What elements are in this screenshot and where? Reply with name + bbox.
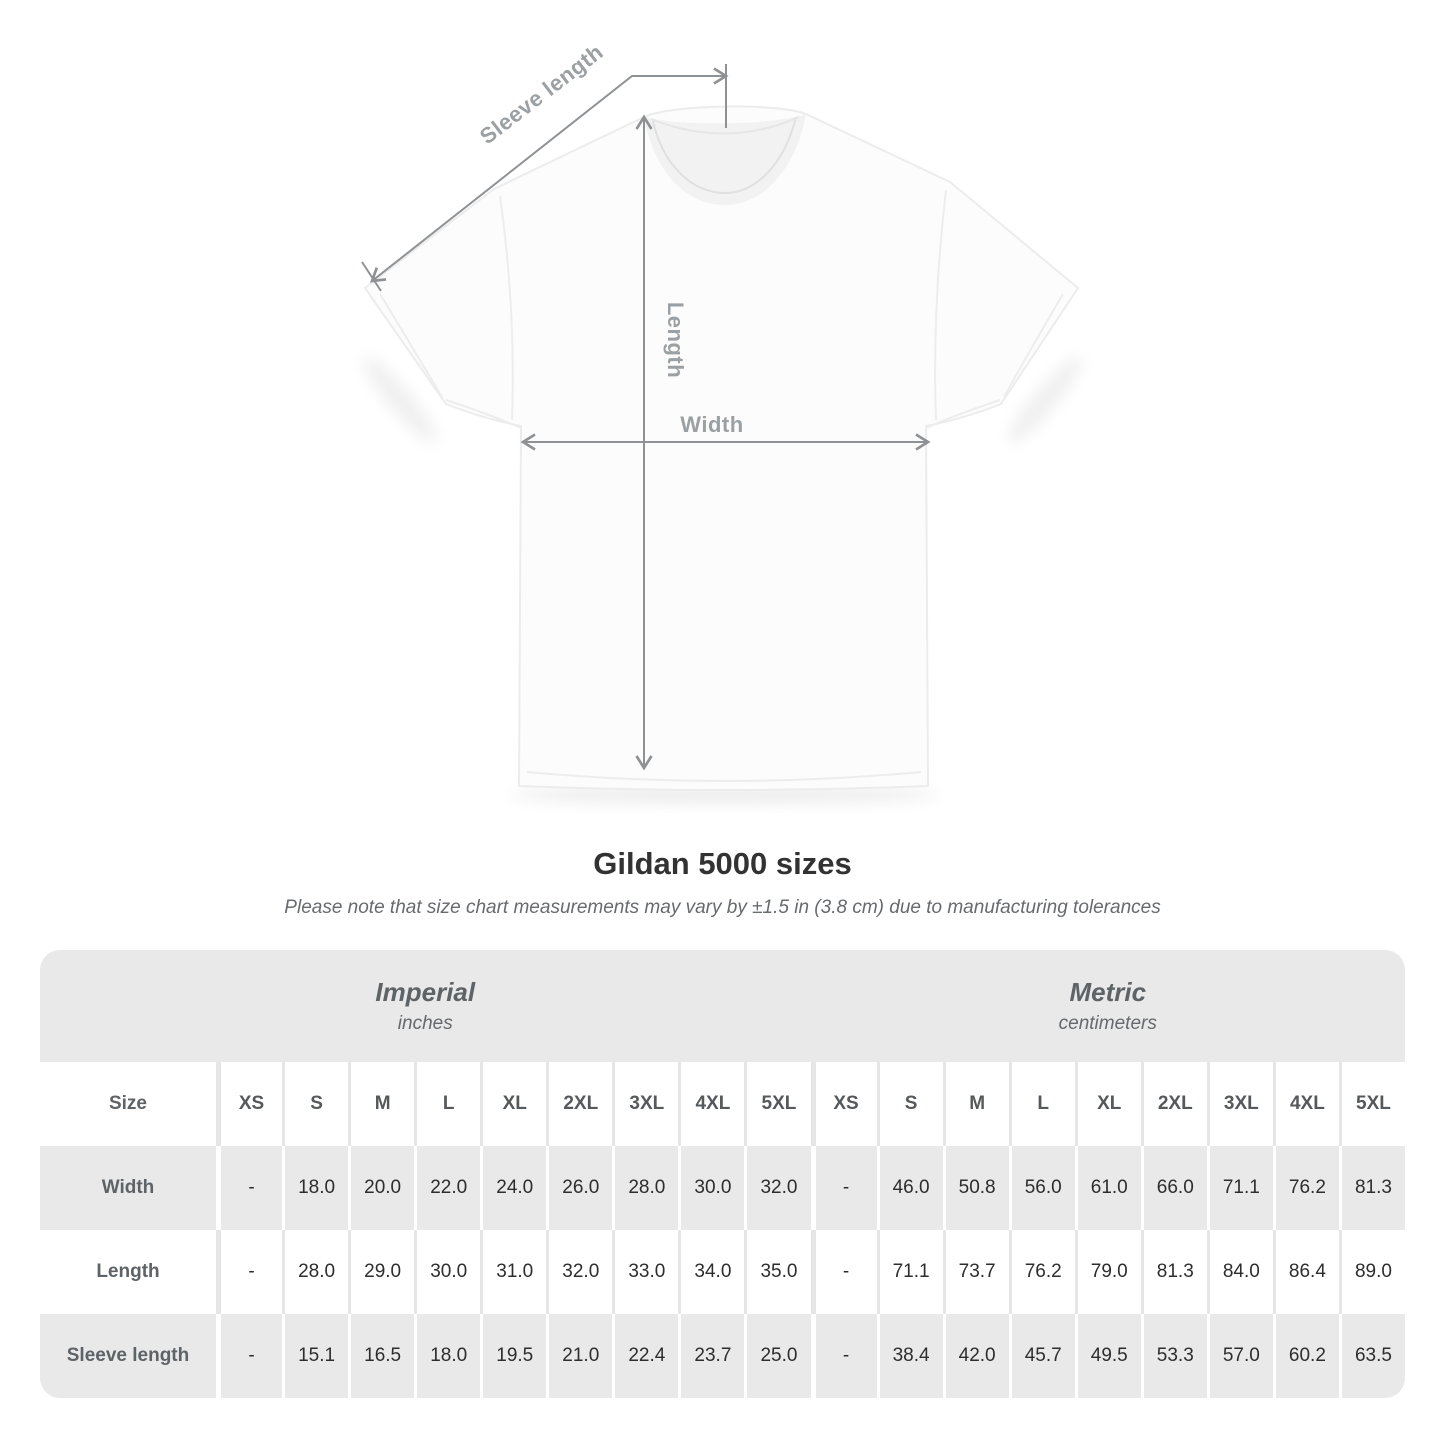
metric-unit: centimeters [1058, 1013, 1157, 1034]
row-label: Sleeve length [66, 1345, 190, 1366]
table-cell: 22.4 [612, 1314, 678, 1398]
col-header: XS [216, 1062, 282, 1146]
table-cell: 26.0 [546, 1146, 612, 1230]
table-cell: 81.3 [1141, 1230, 1207, 1314]
table-cell: 76.2 [1009, 1230, 1075, 1314]
table-cell: 46.0 [877, 1146, 943, 1230]
table-cell: 20.0 [348, 1146, 414, 1230]
table-cell: - [216, 1146, 282, 1230]
table-cell: 56.0 [1009, 1146, 1075, 1230]
table-cell: 15.1 [282, 1314, 348, 1398]
metric-label: Metric [1069, 977, 1147, 1007]
table-cell: 21.0 [546, 1314, 612, 1398]
corner-size-header: Size [108, 1093, 148, 1114]
table-cell: 63.5 [1339, 1314, 1405, 1398]
tshirt-photo [365, 106, 1078, 790]
col-header: 4XL [678, 1062, 744, 1146]
col-header: 2XL [546, 1062, 612, 1146]
size-table [40, 950, 1405, 1398]
width-label: Width [680, 412, 744, 437]
table-cell: 66.0 [1141, 1146, 1207, 1230]
table-cell: 50.8 [943, 1146, 1009, 1230]
table-cell: - [811, 1314, 877, 1398]
col-header: S [282, 1062, 348, 1146]
table-cell: 86.4 [1273, 1230, 1339, 1314]
col-header: 4XL [1273, 1062, 1339, 1146]
table-cell: 76.2 [1273, 1146, 1339, 1230]
table-cell: 81.3 [1339, 1146, 1405, 1230]
table-cell: 18.0 [414, 1314, 480, 1398]
col-header: 5XL [1339, 1062, 1405, 1146]
table-cell: 24.0 [480, 1146, 546, 1230]
table-cell: 16.5 [348, 1314, 414, 1398]
table-row-length [40, 1230, 1405, 1314]
col-header: 2XL [1141, 1062, 1207, 1146]
table-cell: 79.0 [1075, 1230, 1141, 1314]
table-cell: 45.7 [1009, 1314, 1075, 1398]
length-label: Length [663, 301, 688, 379]
table-cell: 25.0 [744, 1314, 810, 1398]
table-cell: 42.0 [943, 1314, 1009, 1398]
tolerance-note: Please note that size chart measurements may vary by ±1.5 in (3.8 cm) due to manufacturing tolerances [284, 897, 1161, 918]
table-cell: 71.1 [877, 1230, 943, 1314]
imperial-label: Imperial [375, 977, 476, 1007]
col-header: XL [480, 1062, 546, 1146]
col-header: L [1009, 1062, 1075, 1146]
sleeve-length-label: Sleeve length [474, 38, 608, 150]
col-header: 3XL [612, 1062, 678, 1146]
col-header: XS [811, 1062, 877, 1146]
table-cell: 29.0 [348, 1230, 414, 1314]
table-cell: 84.0 [1207, 1230, 1273, 1314]
table-cell: 53.3 [1141, 1314, 1207, 1398]
metric-section-header [811, 950, 1406, 1062]
table-cell: 32.0 [546, 1230, 612, 1314]
table-cell: 32.0 [744, 1146, 810, 1230]
table-cell: 28.0 [612, 1146, 678, 1230]
row-label: Width [101, 1177, 155, 1198]
table-cell: 22.0 [414, 1146, 480, 1230]
table-unit-band [40, 950, 1405, 1062]
table-cell: 19.5 [480, 1314, 546, 1398]
table-cell: - [811, 1146, 877, 1230]
table-cell: - [811, 1230, 877, 1314]
table-cell: - [216, 1314, 282, 1398]
table-row-width [40, 1146, 1405, 1230]
col-header: XL [1075, 1062, 1141, 1146]
col-header: M [943, 1062, 1009, 1146]
row-label: Length [96, 1261, 160, 1282]
table-cell: 35.0 [744, 1230, 810, 1314]
table-cell: 28.0 [282, 1230, 348, 1314]
table-cell: 57.0 [1207, 1314, 1273, 1398]
col-header: S [877, 1062, 943, 1146]
table-cell: 73.7 [943, 1230, 1009, 1314]
table-cell: 30.0 [414, 1230, 480, 1314]
table-row-sleeve-length [40, 1314, 1405, 1398]
page-title: Gildan 5000 sizes [593, 846, 852, 881]
table-cell: 38.4 [877, 1314, 943, 1398]
col-header: 5XL [744, 1062, 810, 1146]
table-cell: - [216, 1230, 282, 1314]
imperial-unit: inches [397, 1013, 453, 1034]
table-cell: 31.0 [480, 1230, 546, 1314]
table-cell: 71.1 [1207, 1146, 1273, 1230]
col-header: L [414, 1062, 480, 1146]
table-cell: 34.0 [678, 1230, 744, 1314]
table-cell: 18.0 [282, 1146, 348, 1230]
size-header-row [40, 1062, 1405, 1146]
table-cell: 61.0 [1075, 1146, 1141, 1230]
col-header: 3XL [1207, 1062, 1273, 1146]
table-cell: 60.2 [1273, 1314, 1339, 1398]
table-cell: 89.0 [1339, 1230, 1405, 1314]
imperial-section-header [40, 950, 811, 1062]
table-cell: 49.5 [1075, 1314, 1141, 1398]
col-header: M [348, 1062, 414, 1146]
table-cell: 30.0 [678, 1146, 744, 1230]
table-cell: 23.7 [678, 1314, 744, 1398]
table-cell: 33.0 [612, 1230, 678, 1314]
